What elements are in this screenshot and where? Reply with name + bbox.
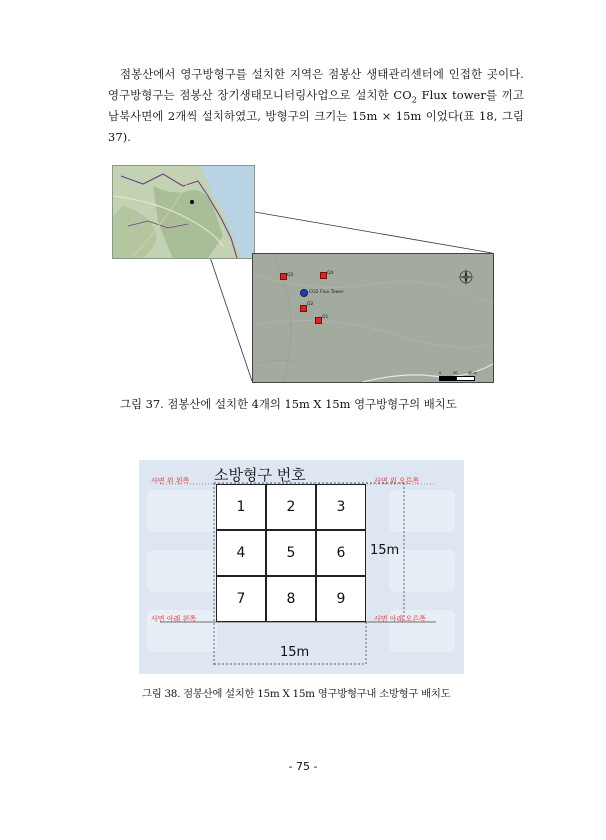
subplot-cell-5: 5 (266, 530, 316, 576)
page-number: - 75 - (288, 760, 318, 773)
plot-label-q4: Q4 (327, 271, 334, 276)
corner-label-bottom-left: 사면 아래 왼쪽 (151, 615, 197, 623)
paragraph-subscript: 2 (411, 95, 417, 105)
scale-label-0: 0 (439, 371, 442, 375)
subplot-cell-1: 1 (216, 484, 266, 530)
corner-label-top-left: 사면 위 왼쪽 (151, 477, 190, 485)
plot-label-q3: Q3 (287, 273, 294, 278)
subplot-cell-7: 7 (216, 576, 266, 622)
subplot-cell-2: 2 (266, 484, 316, 530)
corner-label-bottom-right: 사면 아래 오른쪽 (374, 615, 426, 623)
plot-label-q1: Q1 (322, 315, 329, 320)
paragraph-text-part1: 점봉산에서 영구방형구를 설치한 지역은 점봉산 생태관리센터에 인접한 곳이다. 영구방형구는 점봉산 장기생태모니터링사업으로 설치한 CO (108, 67, 524, 102)
subplot-cell-4: 4 (216, 530, 266, 576)
subplot-cell-8: 8 (266, 576, 316, 622)
scale-label-40: 40 m (468, 371, 477, 375)
side-dimension-label: 15m (370, 543, 400, 558)
figure-37-caption: 그림 37. 점봉산에 설치한 4개의 15m X 15m 영구방형구의 배치도 (120, 397, 457, 411)
figure-38-caption: 그림 38. 점봉산에 설치한 15m X 15m 영구방형구내 소방형구 배치도 (142, 688, 451, 700)
flux-tower-label: CO2 Flux Tower (309, 290, 344, 295)
scale-label-20: 20 (453, 371, 458, 375)
bottom-dimension-label: 15m (280, 645, 310, 660)
subplot-cell-9: 9 (316, 576, 366, 622)
corner-label-top-right: 사면 위 오른쪽 (374, 477, 420, 485)
paragraph-text-part2: Flux tower를 끼고 남북사면에 2개씩 설치하였고, 방형구의 크기는 15m × 15m 이었다(표 18, 그림 37). (108, 88, 524, 144)
subplot-number-title: 소방형구 번호 (214, 466, 306, 484)
plot-label-q2: Q2 (307, 302, 314, 307)
subplot-cell-6: 6 (316, 530, 366, 576)
subplot-cell-3: 3 (316, 484, 366, 530)
